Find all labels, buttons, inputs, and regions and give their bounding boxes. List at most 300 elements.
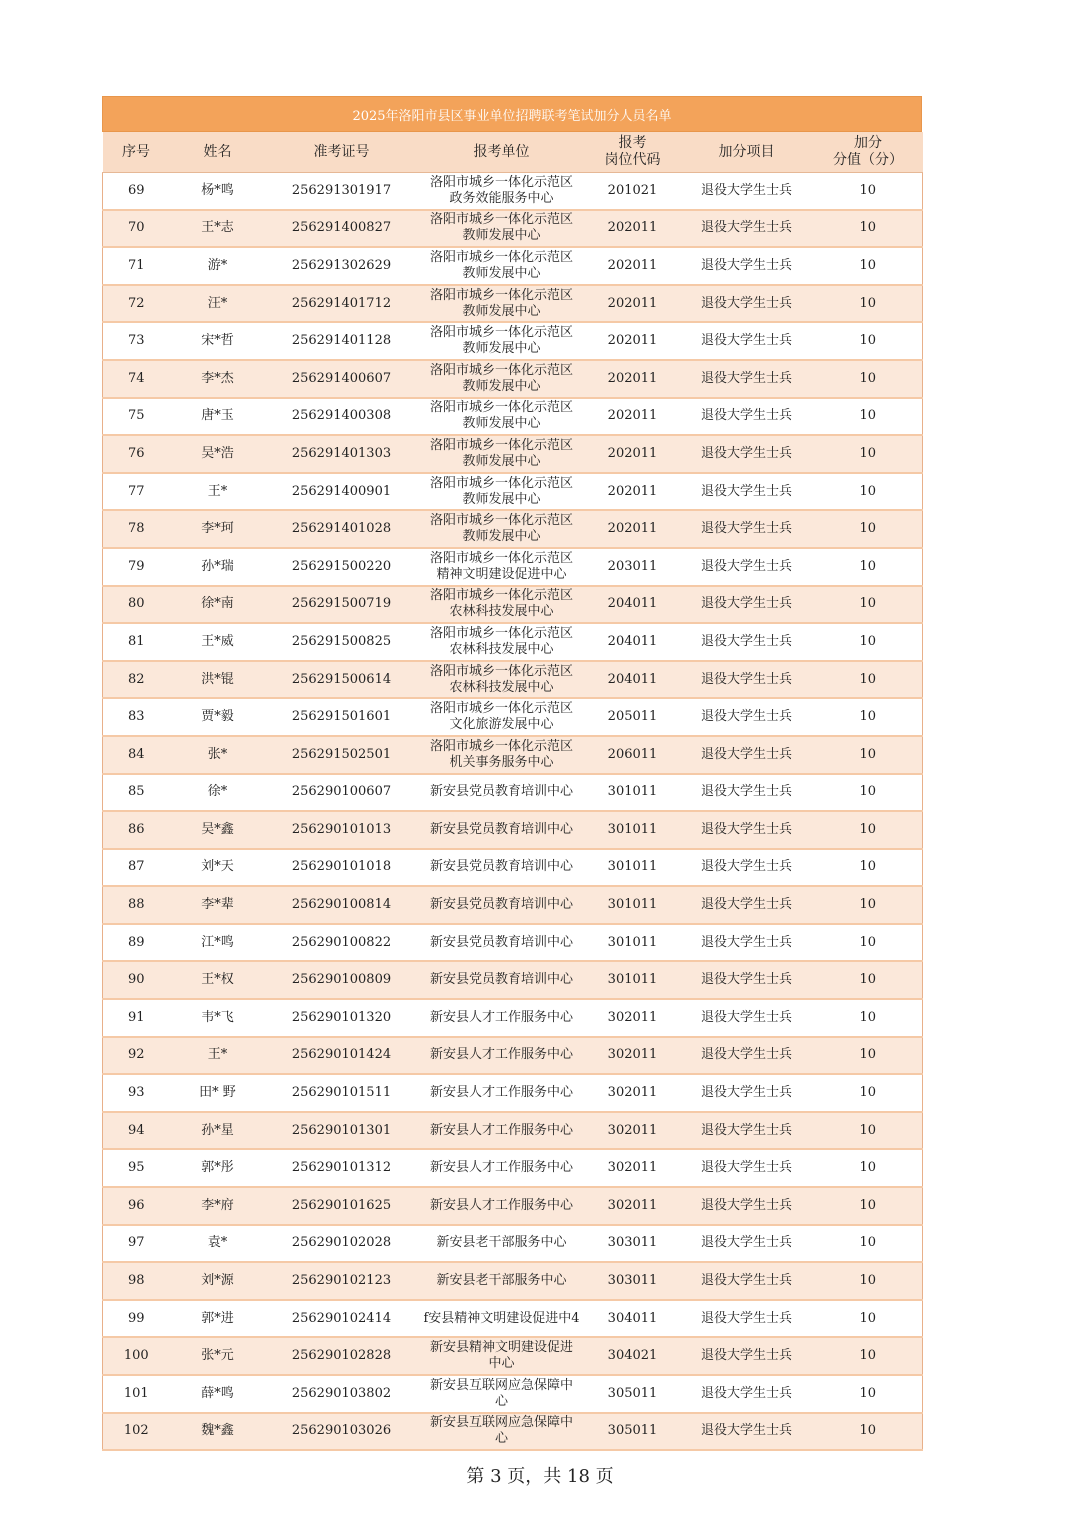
cell-item: 退役大学生士兵 [680, 698, 814, 736]
cell-item: 退役大学生士兵 [680, 811, 814, 849]
cell-unit [418, 1074, 586, 1112]
cell-seq: 86 [103, 811, 170, 849]
cell-score: 10 [814, 999, 923, 1037]
table-row [103, 1187, 923, 1225]
cell-seq: 70 [103, 210, 170, 248]
header-code-line1: 报考 [618, 135, 647, 151]
cell-ticket: 256290102414 [266, 1300, 418, 1338]
cell-seq: 87 [103, 849, 170, 887]
cell-name: 刘*源 [170, 1262, 266, 1300]
cell-score: 10 [814, 360, 923, 398]
cell-name: 吴*浩 [170, 435, 266, 473]
header-ticket: 准考证号 [266, 132, 418, 173]
cell-score: 10 [814, 1262, 923, 1300]
table-row [103, 173, 923, 210]
cell-item: 退役大学生士兵 [680, 247, 814, 285]
cell-unit-line1: 洛阳市城乡一体化示范区 [429, 362, 573, 378]
table-row [103, 1300, 923, 1338]
cell-name: 袁* [170, 1225, 266, 1263]
cell-code: 206011 [586, 736, 680, 774]
table-row [103, 398, 923, 436]
cell-unit-line1: 洛阳市城乡一体化示范区 [429, 625, 573, 641]
cell-ticket: 256291501601 [266, 698, 418, 736]
table-row [103, 661, 923, 699]
cell-unit-line2: 教师发展中心 [462, 265, 541, 281]
table-row [103, 623, 923, 661]
cell-code: 305011 [586, 1375, 680, 1413]
cell-code: 202011 [586, 510, 680, 548]
cell-score: 10 [814, 1413, 923, 1451]
cell-seq: 95 [103, 1149, 170, 1187]
cell-code: 301011 [586, 886, 680, 924]
cell-name: 杨*鸣 [170, 173, 266, 210]
cell-unit-line1: 新安县党员教育培训中心 [429, 821, 573, 837]
cell-code: 302011 [586, 1112, 680, 1150]
header-code [586, 132, 680, 173]
table-row [103, 999, 923, 1037]
cell-item: 退役大学生士兵 [680, 360, 814, 398]
cell-unit-line1: 新安县人才工作服务中心 [429, 1197, 573, 1213]
cell-unit [418, 510, 586, 548]
cell-code: 302011 [586, 999, 680, 1037]
cell-name: 刘*天 [170, 849, 266, 887]
cell-seq: 75 [103, 398, 170, 436]
cell-score: 10 [814, 736, 923, 774]
cell-unit-line1: 新安县党员教育培训中心 [429, 859, 573, 875]
cell-seq: 83 [103, 698, 170, 736]
cell-item: 退役大学生士兵 [680, 1300, 814, 1338]
cell-ticket: 256290102028 [266, 1225, 418, 1263]
table-row [103, 698, 923, 736]
cell-unit [418, 360, 586, 398]
cell-unit-line1: 洛阳市城乡一体化示范区 [429, 325, 573, 341]
cell-code: 302011 [586, 1074, 680, 1112]
cell-ticket: 256291400308 [266, 398, 418, 436]
cell-ticket: 256291500614 [266, 661, 418, 699]
table-row [103, 435, 923, 473]
cell-unit-line2: 教师发展中心 [462, 341, 541, 357]
cell-score: 10 [814, 210, 923, 248]
header-code-line2: 岗位代码 [604, 152, 661, 168]
cell-name: 洪*锟 [170, 661, 266, 699]
table-row [103, 360, 923, 398]
cell-item: 退役大学生士兵 [680, 661, 814, 699]
header-item: 加分项目 [680, 132, 814, 173]
cell-score: 10 [814, 811, 923, 849]
cell-unit [418, 1225, 586, 1263]
cell-item: 退役大学生士兵 [680, 886, 814, 924]
cell-seq: 101 [103, 1375, 170, 1413]
table-row [103, 1337, 923, 1375]
cell-unit-line1: 洛阳市城乡一体化示范区 [429, 437, 573, 453]
cell-name: 徐*南 [170, 586, 266, 624]
cell-name: 孙*星 [170, 1112, 266, 1150]
cell-code: 202011 [586, 322, 680, 360]
cell-unit [418, 435, 586, 473]
cell-seq: 73 [103, 322, 170, 360]
cell-seq: 89 [103, 924, 170, 962]
cell-code: 301011 [586, 811, 680, 849]
cell-unit [418, 1187, 586, 1225]
table-row [103, 1413, 923, 1451]
table-row [103, 510, 923, 548]
cell-seq: 94 [103, 1112, 170, 1150]
cell-item: 退役大学生士兵 [680, 1112, 814, 1150]
cell-item: 退役大学生士兵 [680, 961, 814, 999]
cell-score: 10 [814, 886, 923, 924]
cell-item: 退役大学生士兵 [680, 1337, 814, 1375]
cell-unit-line2: 心 [494, 1393, 508, 1409]
cell-score: 10 [814, 1337, 923, 1375]
cell-unit [418, 1375, 586, 1413]
cell-unit [418, 473, 586, 511]
cell-unit [418, 210, 586, 248]
cell-seq: 76 [103, 435, 170, 473]
cell-unit [418, 1112, 586, 1150]
cell-unit-line2: 文化旅游发展中心 [449, 717, 554, 733]
cell-name: 唐*玉 [170, 398, 266, 436]
cell-unit-line2: 教师发展中心 [462, 491, 541, 507]
cell-code: 301011 [586, 774, 680, 812]
cell-unit [418, 999, 586, 1037]
cell-name: 李*珂 [170, 510, 266, 548]
cell-unit [418, 173, 586, 210]
cell-seq: 99 [103, 1300, 170, 1338]
cell-score: 10 [814, 510, 923, 548]
cell-seq: 91 [103, 999, 170, 1037]
table-row [103, 1112, 923, 1150]
header-seq: 序号 [103, 132, 170, 173]
cell-unit [418, 586, 586, 624]
cell-code: 202011 [586, 473, 680, 511]
cell-unit-line1: 新安县人才工作服务中心 [429, 1160, 573, 1176]
cell-code: 201021 [586, 173, 680, 210]
cell-unit [418, 961, 586, 999]
cell-code: 204011 [586, 661, 680, 699]
cell-ticket: 256291401712 [266, 285, 418, 323]
cell-seq: 90 [103, 961, 170, 999]
cell-score: 10 [814, 1187, 923, 1225]
cell-name: 徐* [170, 774, 266, 812]
cell-ticket: 256290101301 [266, 1112, 418, 1150]
cell-unit [418, 1300, 586, 1338]
cell-score: 10 [814, 1300, 923, 1338]
table-row [103, 473, 923, 511]
cell-seq: 102 [103, 1413, 170, 1451]
cell-unit-line1: 洛阳市城乡一体化示范区 [429, 513, 573, 529]
table-row [103, 1262, 923, 1300]
cell-seq: 79 [103, 548, 170, 586]
cell-score: 10 [814, 1149, 923, 1187]
cell-seq: 98 [103, 1262, 170, 1300]
cell-score: 10 [814, 961, 923, 999]
cell-item: 退役大学生士兵 [680, 1262, 814, 1300]
cell-score: 10 [814, 322, 923, 360]
cell-ticket: 256290101312 [266, 1149, 418, 1187]
cell-seq: 71 [103, 247, 170, 285]
cell-item: 退役大学生士兵 [680, 1149, 814, 1187]
cell-item: 退役大学生士兵 [680, 1225, 814, 1263]
cell-unit-line1: 新安县精神文明建设促进 [429, 1340, 573, 1356]
cell-score: 10 [814, 1074, 923, 1112]
cell-ticket: 256290100607 [266, 774, 418, 812]
cell-score: 10 [814, 623, 923, 661]
cell-ticket: 256291400827 [266, 210, 418, 248]
cell-unit-line1: 新安县人才工作服务中心 [429, 1047, 573, 1063]
cell-unit-line2: 教师发展中心 [462, 303, 541, 319]
cell-item: 退役大学生士兵 [680, 435, 814, 473]
cell-seq: 100 [103, 1337, 170, 1375]
cell-unit [418, 548, 586, 586]
cell-unit-line2: 教师发展中心 [462, 378, 541, 394]
cell-unit-line1: 新安县党员教育培训中心 [429, 934, 573, 950]
cell-name: 宋*哲 [170, 322, 266, 360]
cell-item: 退役大学生士兵 [680, 1375, 814, 1413]
cell-name: 郭*进 [170, 1300, 266, 1338]
cell-code: 301011 [586, 961, 680, 999]
cell-name: 贾*毅 [170, 698, 266, 736]
cell-score: 10 [814, 1112, 923, 1150]
cell-unit-line2: 教师发展中心 [462, 529, 541, 545]
cell-unit [418, 1413, 586, 1451]
cell-score: 10 [814, 1037, 923, 1075]
cell-unit-line1: 新安县党员教育培训中心 [429, 784, 573, 800]
header-name: 姓名 [170, 132, 266, 173]
table-row [103, 1074, 923, 1112]
table-row [103, 210, 923, 248]
cell-unit-line1: 新安县党员教育培训中心 [429, 972, 573, 988]
cell-unit-line2: 农林科技发展中心 [449, 679, 554, 695]
table-row [103, 1149, 923, 1187]
cell-code: 202011 [586, 398, 680, 436]
cell-unit-line1: 洛阳市城乡一体化示范区 [429, 475, 573, 491]
cell-ticket: 256291502501 [266, 736, 418, 774]
cell-seq: 80 [103, 586, 170, 624]
table-row [103, 811, 923, 849]
cell-unit-line1: 洛阳市城乡一体化示范区 [429, 550, 573, 566]
cell-seq: 92 [103, 1037, 170, 1075]
cell-ticket: 256290101320 [266, 999, 418, 1037]
cell-unit [418, 886, 586, 924]
cell-name: 郭*彤 [170, 1149, 266, 1187]
cell-unit-line2: 精神文明建设促进中心 [436, 566, 567, 582]
cell-item: 退役大学生士兵 [680, 510, 814, 548]
cell-unit [418, 736, 586, 774]
cell-name: 韦*飞 [170, 999, 266, 1037]
table-row [103, 1225, 923, 1263]
cell-item: 退役大学生士兵 [680, 548, 814, 586]
cell-ticket: 256290102123 [266, 1262, 418, 1300]
table-row [103, 774, 923, 812]
cell-code: 301011 [586, 924, 680, 962]
header-row [103, 132, 923, 173]
cell-score: 10 [814, 924, 923, 962]
cell-name: 李*杰 [170, 360, 266, 398]
cell-name: 吴*鑫 [170, 811, 266, 849]
cell-unit-line2: 农林科技发展中心 [449, 604, 554, 620]
cell-item: 退役大学生士兵 [680, 849, 814, 887]
cell-unit [418, 247, 586, 285]
cell-name: 李*府 [170, 1187, 266, 1225]
cell-code: 202011 [586, 285, 680, 323]
cell-name: 王* [170, 1037, 266, 1075]
cell-name: 汪* [170, 285, 266, 323]
cell-name: 薛*鸣 [170, 1375, 266, 1413]
cell-item: 退役大学生士兵 [680, 774, 814, 812]
cell-unit-line2: 农林科技发展中心 [449, 641, 554, 657]
cell-unit [418, 661, 586, 699]
cell-ticket: 256291401128 [266, 322, 418, 360]
cell-unit-line1: 新安县互联网应急保障中 [429, 1377, 573, 1393]
cell-score: 10 [814, 849, 923, 887]
cell-unit [418, 849, 586, 887]
cell-ticket: 256291302629 [266, 247, 418, 285]
cell-ticket: 256291400901 [266, 473, 418, 511]
cell-ticket: 256290100822 [266, 924, 418, 962]
cell-ticket: 256290101625 [266, 1187, 418, 1225]
cell-ticket: 256290100814 [266, 886, 418, 924]
cell-score: 10 [814, 473, 923, 511]
cell-unit [418, 1262, 586, 1300]
cell-score: 10 [814, 173, 923, 210]
cell-unit-line2: 中心 [488, 1356, 515, 1372]
cell-code: 202011 [586, 435, 680, 473]
cell-unit-line1: 新安县人才工作服务中心 [429, 1009, 573, 1025]
table-row [103, 849, 923, 887]
cell-code: 205011 [586, 698, 680, 736]
cell-code: 303011 [586, 1225, 680, 1263]
cell-seq: 96 [103, 1187, 170, 1225]
cell-item: 退役大学生士兵 [680, 473, 814, 511]
cell-name: 张*元 [170, 1337, 266, 1375]
cell-seq: 97 [103, 1225, 170, 1263]
cell-item: 退役大学生士兵 [680, 1037, 814, 1075]
cell-unit-line1: 洛阳市城乡一体化示范区 [429, 174, 573, 190]
cell-unit-line1: 新安县党员教育培训中心 [429, 897, 573, 913]
cell-name: 王*权 [170, 961, 266, 999]
cell-item: 退役大学生士兵 [680, 322, 814, 360]
cell-unit-line1: 新安县互联网应急保障中 [429, 1415, 573, 1431]
cell-code: 302011 [586, 1149, 680, 1187]
cell-ticket: 256290101013 [266, 811, 418, 849]
cell-unit-line1: 洛阳市城乡一体化示范区 [429, 701, 573, 717]
table-row [103, 1037, 923, 1075]
cell-unit-line1: 洛阳市城乡一体化示范区 [429, 663, 573, 679]
cell-unit-line1: 洛阳市城乡一体化示范区 [429, 400, 573, 416]
cell-seq: 88 [103, 886, 170, 924]
cell-score: 10 [814, 1375, 923, 1413]
cell-score: 10 [814, 661, 923, 699]
cell-item: 退役大学生士兵 [680, 924, 814, 962]
cell-ticket: 256291500220 [266, 548, 418, 586]
table-row [103, 247, 923, 285]
cell-seq: 69 [103, 173, 170, 210]
table-row [103, 1375, 923, 1413]
cell-ticket: 256291400607 [266, 360, 418, 398]
cell-ticket: 256290102828 [266, 1337, 418, 1375]
cell-unit [418, 1337, 586, 1375]
cell-unit-line1: 新安县老干部服务中心 [436, 1273, 567, 1289]
cell-unit-line2: 机关事务服务中心 [449, 754, 554, 770]
cell-code: 204011 [586, 623, 680, 661]
cell-seq: 74 [103, 360, 170, 398]
cell-ticket: 256290101424 [266, 1037, 418, 1075]
cell-item: 退役大学生士兵 [680, 999, 814, 1037]
cell-code: 202011 [586, 247, 680, 285]
cell-name: 李*辈 [170, 886, 266, 924]
cell-name: 孙*瑞 [170, 548, 266, 586]
cell-unit-line2: 政务效能服务中心 [449, 190, 554, 206]
cell-code: 302011 [586, 1187, 680, 1225]
cell-item: 退役大学生士兵 [680, 586, 814, 624]
cell-unit-line1: 新安县人才工作服务中心 [429, 1122, 573, 1138]
cell-name: 田* 野 [170, 1074, 266, 1112]
cell-seq: 72 [103, 285, 170, 323]
header-score [814, 132, 923, 173]
cell-unit [418, 698, 586, 736]
cell-ticket: 256291500719 [266, 586, 418, 624]
cell-code: 304021 [586, 1337, 680, 1375]
cell-code: 301011 [586, 849, 680, 887]
cell-unit [418, 1037, 586, 1075]
sheet-title: 2025年洛阳市县区事业单位招聘联考笔试加分人员名单 [102, 96, 922, 132]
table-row [103, 322, 923, 360]
cell-name: 王* [170, 473, 266, 511]
cell-ticket: 256290101511 [266, 1074, 418, 1112]
cell-item: 退役大学生士兵 [680, 285, 814, 323]
cell-ticket: 256290100809 [266, 961, 418, 999]
header-score-line2: 分值（分） [833, 152, 903, 168]
cell-unit [418, 322, 586, 360]
cell-item: 退役大学生士兵 [680, 1187, 814, 1225]
cell-unit-line1: f安县精神文明建设促进中4 [423, 1310, 580, 1326]
cell-item: 退役大学生士兵 [680, 210, 814, 248]
cell-score: 10 [814, 548, 923, 586]
cell-code: 302011 [586, 1037, 680, 1075]
cell-seq: 93 [103, 1074, 170, 1112]
cell-unit [418, 285, 586, 323]
table-row [103, 886, 923, 924]
cell-ticket: 256291401028 [266, 510, 418, 548]
cell-seq: 77 [103, 473, 170, 511]
table-row [103, 961, 923, 999]
cell-code: 303011 [586, 1262, 680, 1300]
cell-unit [418, 623, 586, 661]
cell-seq: 82 [103, 661, 170, 699]
cell-score: 10 [814, 698, 923, 736]
cell-code: 202011 [586, 210, 680, 248]
cell-unit [418, 774, 586, 812]
cell-unit-line2: 教师发展中心 [462, 453, 541, 469]
cell-name: 王*威 [170, 623, 266, 661]
cell-unit-line1: 洛阳市城乡一体化示范区 [429, 249, 573, 265]
cell-seq: 81 [103, 623, 170, 661]
cell-item: 退役大学生士兵 [680, 736, 814, 774]
table-row [103, 586, 923, 624]
cell-score: 10 [814, 774, 923, 812]
table-row [103, 548, 923, 586]
cell-unit-line2: 教师发展中心 [462, 416, 541, 432]
roster-table [102, 132, 923, 1451]
cell-code: 202011 [586, 360, 680, 398]
roster-sheet [102, 96, 922, 1451]
cell-unit [418, 924, 586, 962]
cell-unit-line1: 洛阳市城乡一体化示范区 [429, 212, 573, 228]
cell-score: 10 [814, 398, 923, 436]
cell-unit [418, 398, 586, 436]
cell-ticket: 256291301917 [266, 173, 418, 210]
cell-score: 10 [814, 435, 923, 473]
